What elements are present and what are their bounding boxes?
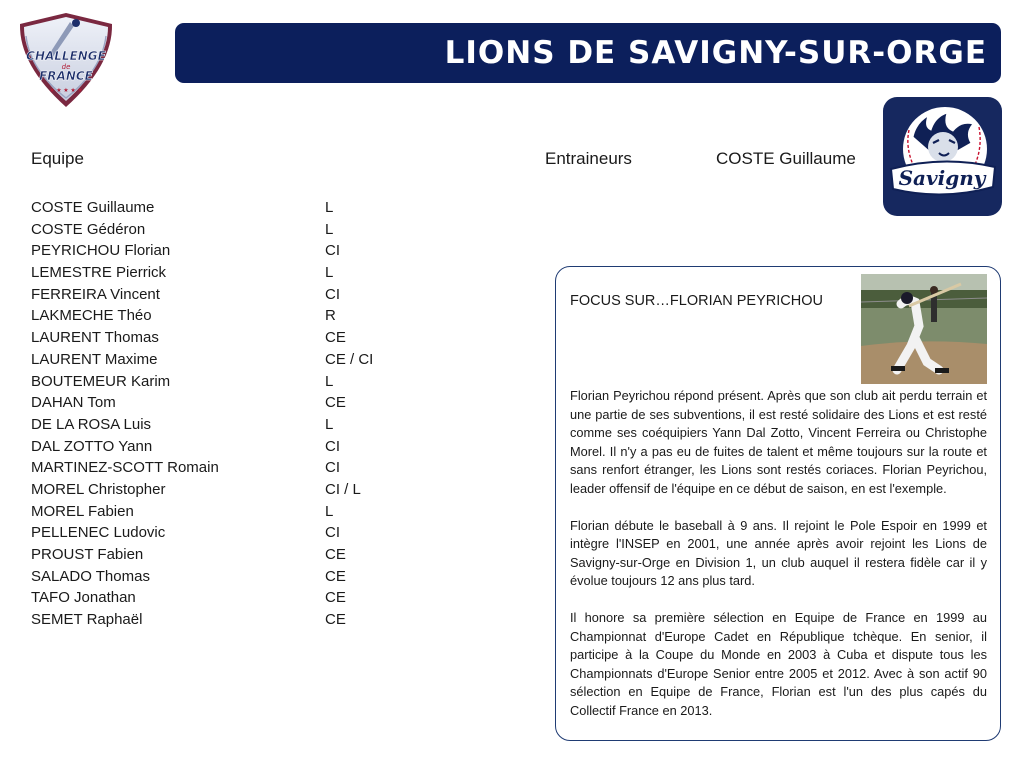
player-position: L	[325, 415, 334, 433]
coach-name: COSTE Guillaume	[716, 149, 856, 168]
roster-row	[31, 262, 451, 284]
player-name: SALADO Thomas	[31, 567, 150, 585]
roster-row	[31, 609, 451, 631]
player-position: L	[325, 372, 334, 390]
player-name: PROUST Fabien	[31, 546, 144, 563]
roster-row	[31, 457, 451, 479]
focus-article	[570, 387, 987, 739]
player-position: R	[325, 307, 336, 325]
player-name: TAFO Jonathan	[31, 589, 136, 607]
roster-row	[31, 414, 451, 436]
player-position: L	[325, 220, 334, 238]
savigny-lions-logo	[883, 97, 1002, 216]
player-position: CI	[325, 437, 340, 455]
page-title: LIONS DE SAVIGNY-SUR-ORGE	[444, 35, 987, 71]
focus-panel	[555, 266, 1001, 741]
roster-row	[31, 349, 451, 371]
focus-paragraph: Florian Peyrichou répond présent. Après que son club ait perdu terrain et une partie de ses subventions, il est resté solidaire des Lions et est resté comme ses coéquipiers Yann Dal Zotto, Vincent Ferreira ou Christophe Morel. Il n'y a pas eu de fuites de talent et même toujours sur la route et sans renfort étranger, les Lions sont restés coriaces. Florian Peyrichou, leader offensif de l'équipe en ce début de saison, en est l'exemple.	[570, 388, 987, 496]
player-position: CI / L	[325, 480, 361, 498]
player-name: LAKMECHE Théo	[31, 307, 152, 325]
player-name: LAURENT Maxime	[31, 350, 158, 368]
focus-paragraph: Il honore sa première sélection en Equipe de France en 1999 au Championnat d'Europe Cadet en République tchèque. En senior, il participe à la Coupe du Monde en 2003 à Cuba et dispute tous les Championnats d'Europe Senior entre 2005 et 2012. Avec à son actif 90 sélection en Equipe de France, Florian est l'un des plus capés du Collectif France en 2013.	[570, 610, 987, 718]
player-name: SEMET Raphaël	[31, 611, 143, 629]
player-name: COSTE Guillaume	[31, 199, 155, 216]
player-name: PELLENEC Ludovic	[31, 524, 166, 542]
roster-row	[31, 219, 451, 241]
roster-row	[31, 240, 451, 262]
roster-row	[31, 327, 451, 349]
roster-row	[31, 587, 451, 609]
title-bar	[175, 23, 1001, 83]
player-position: L	[325, 264, 334, 282]
player-name: MOREL Fabien	[31, 502, 134, 520]
player-name: BOUTEMEUR Karim	[31, 372, 171, 390]
player-name: LAURENT Thomas	[31, 329, 159, 347]
player-position: CE	[325, 394, 346, 412]
player-name: MOREL Christopher	[31, 480, 166, 498]
player-position: CI	[325, 285, 340, 303]
roster-row	[31, 522, 451, 544]
player-name: DAHAN Tom	[31, 394, 116, 412]
player-position: CE	[325, 567, 346, 585]
svg-text:de: de	[61, 63, 71, 71]
roster-list	[31, 197, 451, 631]
roster-row	[31, 436, 451, 458]
player-photo	[861, 274, 987, 384]
player-position: CI	[325, 459, 340, 477]
player-name: MARTINEZ-SCOTT Romain	[31, 459, 219, 477]
player-position: CE	[325, 589, 346, 607]
svg-text:CHALLENGE: CHALLENGE	[26, 49, 106, 63]
roster-row	[31, 566, 451, 588]
player-name: PEYRICHOU Florian	[31, 242, 171, 260]
roster-row	[31, 501, 451, 523]
coach-label: Entraineurs	[545, 149, 632, 168]
player-position: CE	[325, 329, 346, 347]
player-position: CE	[325, 546, 346, 563]
roster-row	[31, 284, 451, 306]
team-heading: Equipe	[31, 149, 84, 168]
player-name: COSTE Gédéron	[31, 220, 146, 238]
roster-row	[31, 392, 451, 414]
player-position: L	[325, 502, 334, 520]
player-position: CE	[325, 611, 346, 629]
roster-row	[31, 479, 451, 501]
player-name: FERREIRA Vincent	[31, 285, 160, 303]
roster-row	[31, 371, 451, 393]
svg-text:FRANCE: FRANCE	[39, 69, 93, 83]
player-position: CE / CI	[325, 350, 374, 368]
player-position: CI	[325, 242, 340, 260]
player-position: L	[325, 199, 334, 216]
svg-text:Savigny: Savigny	[898, 166, 986, 190]
roster-row	[31, 197, 451, 219]
challenge-de-france-logo	[12, 10, 120, 110]
focus-title: FOCUS SUR…FLORIAN PEYRICHOU	[570, 293, 823, 309]
svg-text:★ ★ ★ ★ ★: ★ ★ ★ ★ ★	[49, 88, 83, 94]
roster-row	[31, 544, 451, 566]
roster-row	[31, 305, 451, 327]
player-position: CI	[325, 524, 340, 542]
player-name: DE LA ROSA Luis	[31, 415, 152, 433]
focus-paragraph: Florian débute le baseball à 9 ans. Il rejoint le Pole Espoir en 1999 et intègre l'INSEP en 2001, une année après avoir rejoint les Lions de Savigny-sur-Orge en Division 1, un club auquel il restera fidèle car il y évolue toujours 12 ans plus tard.	[570, 517, 987, 588]
player-name: DAL ZOTTO Yann	[31, 437, 153, 455]
player-name: LEMESTRE Pierrick	[31, 264, 167, 282]
